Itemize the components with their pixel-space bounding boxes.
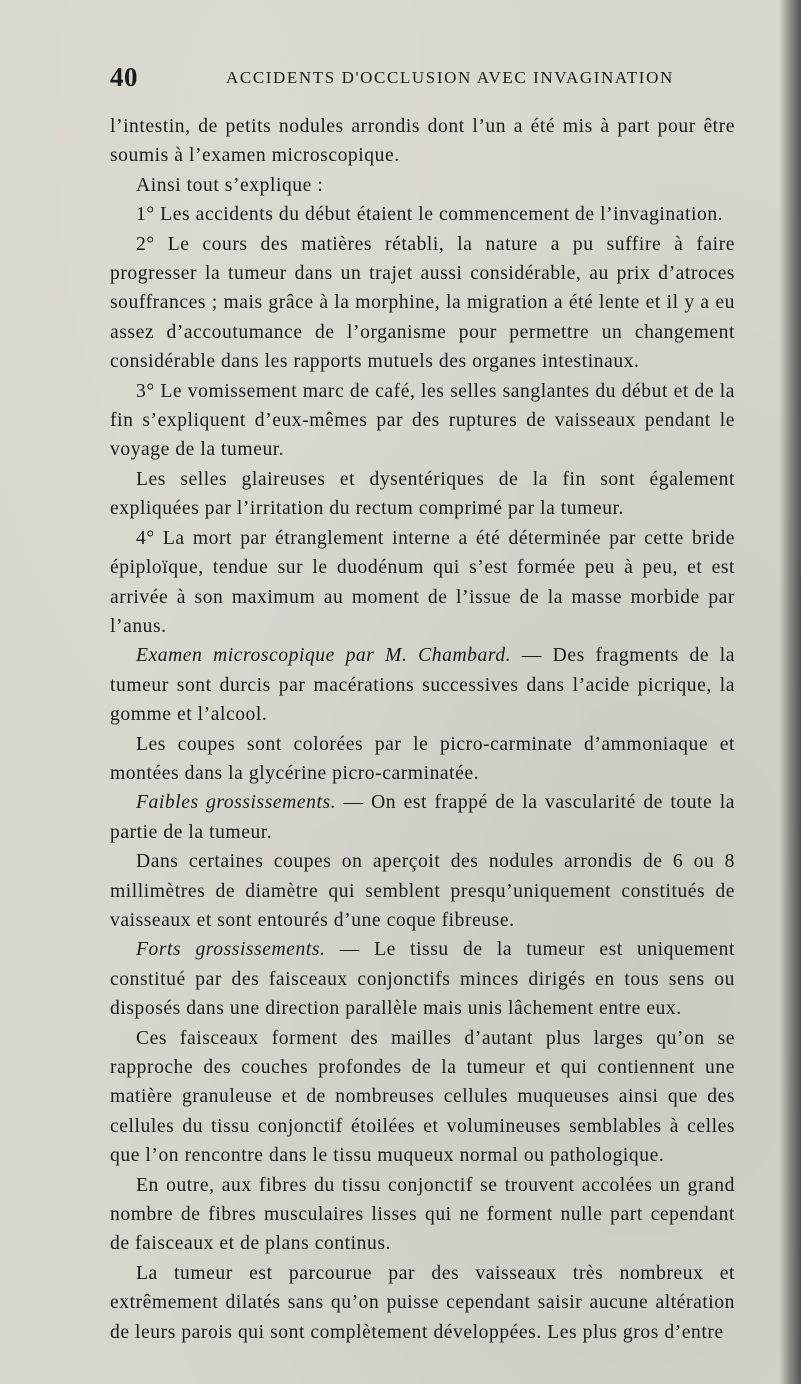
paragraph-11: Dans certaines coupes on aperçoit des nodules arrondis de 6 ou 8 millimètres de diamètre qui semblent presqu’uniquement constitués de vaisseaux et sont entourés d’une coque fibreuse. (110, 851, 735, 931)
paragraph-14: En outre, aux fibres du tissu conjonctif se trouvent accolées un grand nombre de fibres musculaires lisses qui ne forment nulle part cependant de faisceaux et de plans continus. (110, 1174, 735, 1255)
section-heading-forts: Forts grossissements. (136, 939, 326, 961)
paragraph-6: Les selles glaireuses et dysentériques de la fin sont également expliquées par l’irritation du rectum comprimé par la tumeur. (110, 468, 735, 520)
paragraph-1: l’intestin, de petits nodules arrondis dont l’un a été mis à part pour être soumis à l’examen microscopique. (110, 116, 735, 167)
paragraph-8: Examen microscopique par M. Chambard. — Des fragments de la tumeur sont durcis par macérations successives dans l’acide picrique, la gomme et l’alcool. (110, 645, 736, 726)
section-heading-examen: Examen microscopique par M. Chambard. (136, 645, 512, 667)
page-header (110, 62, 700, 92)
paragraph-7: 4° La mort par étranglement interne a été déterminée par cette bride épiploïque, tendue sur le duodénum qui s’est formée peu à peu, et est arrivée à son maximum au moment de l’issue de la masse morbide par l’anus. (110, 527, 735, 637)
page-number: 40 (110, 62, 138, 92)
paragraph-12: Forts grossissements. — Le tissu de la tumeur est uniquement constitué par des faisceaux conjonctifs minces dirigés en tous sens ou disposés dans une direction parallèle mais unis lâchement entre eux. (110, 939, 735, 1020)
section-heading-faibles: Faibles grossissements. (136, 792, 337, 814)
page-edge-shadow (779, 0, 801, 1384)
paragraph-15: La tumeur est parcourue par des vaisseaux très nombreux et extrêmement dilatés sans qu’on puisse cependant saisir aucune altération de leurs parois qui sont complètement développées. Les plus gros d’entre (110, 1262, 735, 1343)
paragraph-5: 3° Le vomissement marc de café, les selles sanglantes du début et de la fin s’expliquent d’eux-mêmes par des ruptures de vaisseaux pendant le voyage de la tumeur. (110, 380, 735, 461)
paragraph-2: Ainsi tout s’explique : (136, 174, 324, 196)
running-title: ACCIDENTS D'OCCLUSION AVEC INVAGINATION (226, 68, 674, 87)
paragraph-9: Les coupes sont colorées par le picro-carminate d’ammoniaque et montées dans la glycérine picro-carminatée. (110, 733, 735, 784)
paragraph-13: Ces faisceaux forment des mailles d’autant plus larges qu’on se rapproche des couches profondes de la tumeur et qui contiennent une matière granuleuse et de nombreuses cellules muqueuses ainsi que des cellules du tissu conjonctif étoilées et volumineuses semblables à celles que l’on rencontre dans le tissu muqueux normal ou pathologique. (110, 1027, 735, 1167)
paragraph-4: 2° Le cours des matières rétabli, la nature a pu suffire à faire progresser la tumeur dans un trajet aussi considérable, au prix d’atroces souffrances ; mais grâce à la morphine, la migration a été lente et il y a eu assez d’accoutumance de l’organisme pour permettre un changement considérable dans les rapports mutuels des organes intestinaux. (110, 233, 735, 373)
paragraph-3: 1° Les accidents du début étaient le commencement de l’invagination. (136, 204, 724, 226)
paragraph-10: Faibles grossissements. — On est frappé de la vascularité de toute la partie de la tumeur. (110, 792, 735, 843)
body-text (110, 112, 735, 1347)
